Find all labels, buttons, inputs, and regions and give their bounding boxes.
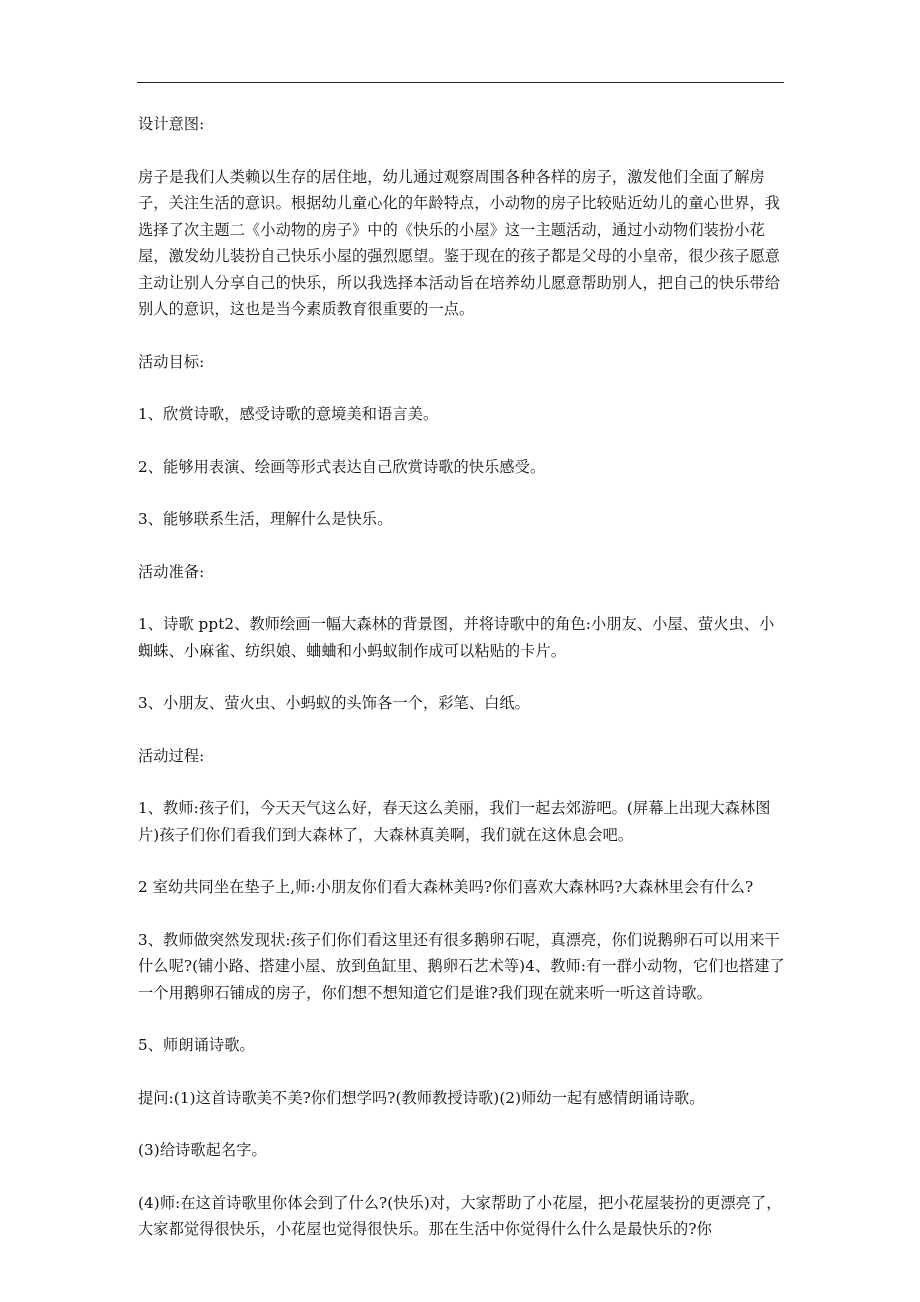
process-question-4: (4)师:在这首诗歌里你体会到了什么?(快乐)对，大家帮助了小花屋，把小花屋装扮的更漂亮了，大家都觉得很快乐，小花屋也觉得很快乐。那在生活中你觉得什么什么是最快乐的?你: [138, 1193, 782, 1238]
process-step-2: 2 室幼共同坐在垫子上,师:小朋友你们看大森林美吗?你们喜欢大森林吗?大森林里会有什么?: [138, 878, 754, 896]
objective-item-2: 2、能够用表演、绘画等形式表达自己欣赏诗歌的快乐感受。: [138, 457, 546, 476]
process-step-5: 5、师朗诵诗歌。: [138, 1036, 255, 1054]
section-heading-objectives: 活动目标:: [138, 352, 205, 371]
process-question-1-2: 提问:(1)这首诗歌美不美?你们想学吗?(教师教授诗歌)(2)师幼一起有感情朗诵诗歌。: [138, 1088, 705, 1107]
section-heading-preparation: 活动准备:: [138, 562, 205, 581]
objective-item-3: 3、能够联系生活，理解什么是快乐。: [138, 510, 393, 528]
header-divider: [137, 82, 784, 83]
objective-item-1: 1、欣赏诗歌，感受诗歌的意境美和语言美。: [138, 405, 439, 423]
document-body: [138, 111, 788, 1243]
preparation-item-1: 1、诗歌 ppt2、教师绘画一幅大森林的背景图，并将诗歌中的角色:小朋友、小屋、萤火虫、小蜘蛛、小麻雀、纺织娘、蛐蛐和小蚂蚁制作成可以粘贴的卡片。: [138, 615, 775, 660]
paragraph-design-intent: 房子是我们人类赖以生存的居住地，幼儿通过观察周围各种各样的房子，激发他们全面了解房子，关注生活的意识。根据幼儿童心化的年龄特点，小动物的房子比较贴近幼儿的童心世界，我选择了次主题二《小动物的房子》中的《快乐的小屋》这一主题活动，通过小动物们装扮小花屋，激发幼儿装扮自己快乐小屋的强烈愿望。鉴于现在的孩子都是父母的小皇帝，很少孩子愿意主动让别人分享自己的快乐，所以我选择本活动旨在培养幼儿愿意帮助别人，把自己的快乐带给别人的意识，这也是当今素质教育很重要的一点。: [138, 167, 781, 318]
section-heading-design-intent: 设计意图:: [138, 115, 205, 133]
process-step-1: 1、教师:孩子们，今天天气这么好，春天这么美丽，我们一起去郊游吧。(屏幕上出现大森林图片)孩子们你们看我们到大森林了，大森林真美啊，我们就在这休息会吧。: [138, 799, 771, 844]
process-step-3-4: 3、教师做突然发现状:孩子们你们看这里还有很多鹅卵石呢，真漂亮，你们说鹅卵石可以用来干什么呢?(铺小路、搭建小屋、放到鱼缸里、鹅卵石艺术等)4、教师:有一群小动物，它们也搭建了一个用鹅卵石铺成的房子，你们想不想知道它们是谁?我们现在就来听一听这首诗歌。: [138, 930, 785, 1002]
section-heading-process: 活动过程:: [138, 746, 205, 765]
preparation-item-3: 3、小朋友、萤火虫、小蚂蚁的头饰各一个，彩笔、白纸。: [138, 694, 530, 712]
process-question-3: (3)给诗歌起名字。: [138, 1141, 267, 1159]
